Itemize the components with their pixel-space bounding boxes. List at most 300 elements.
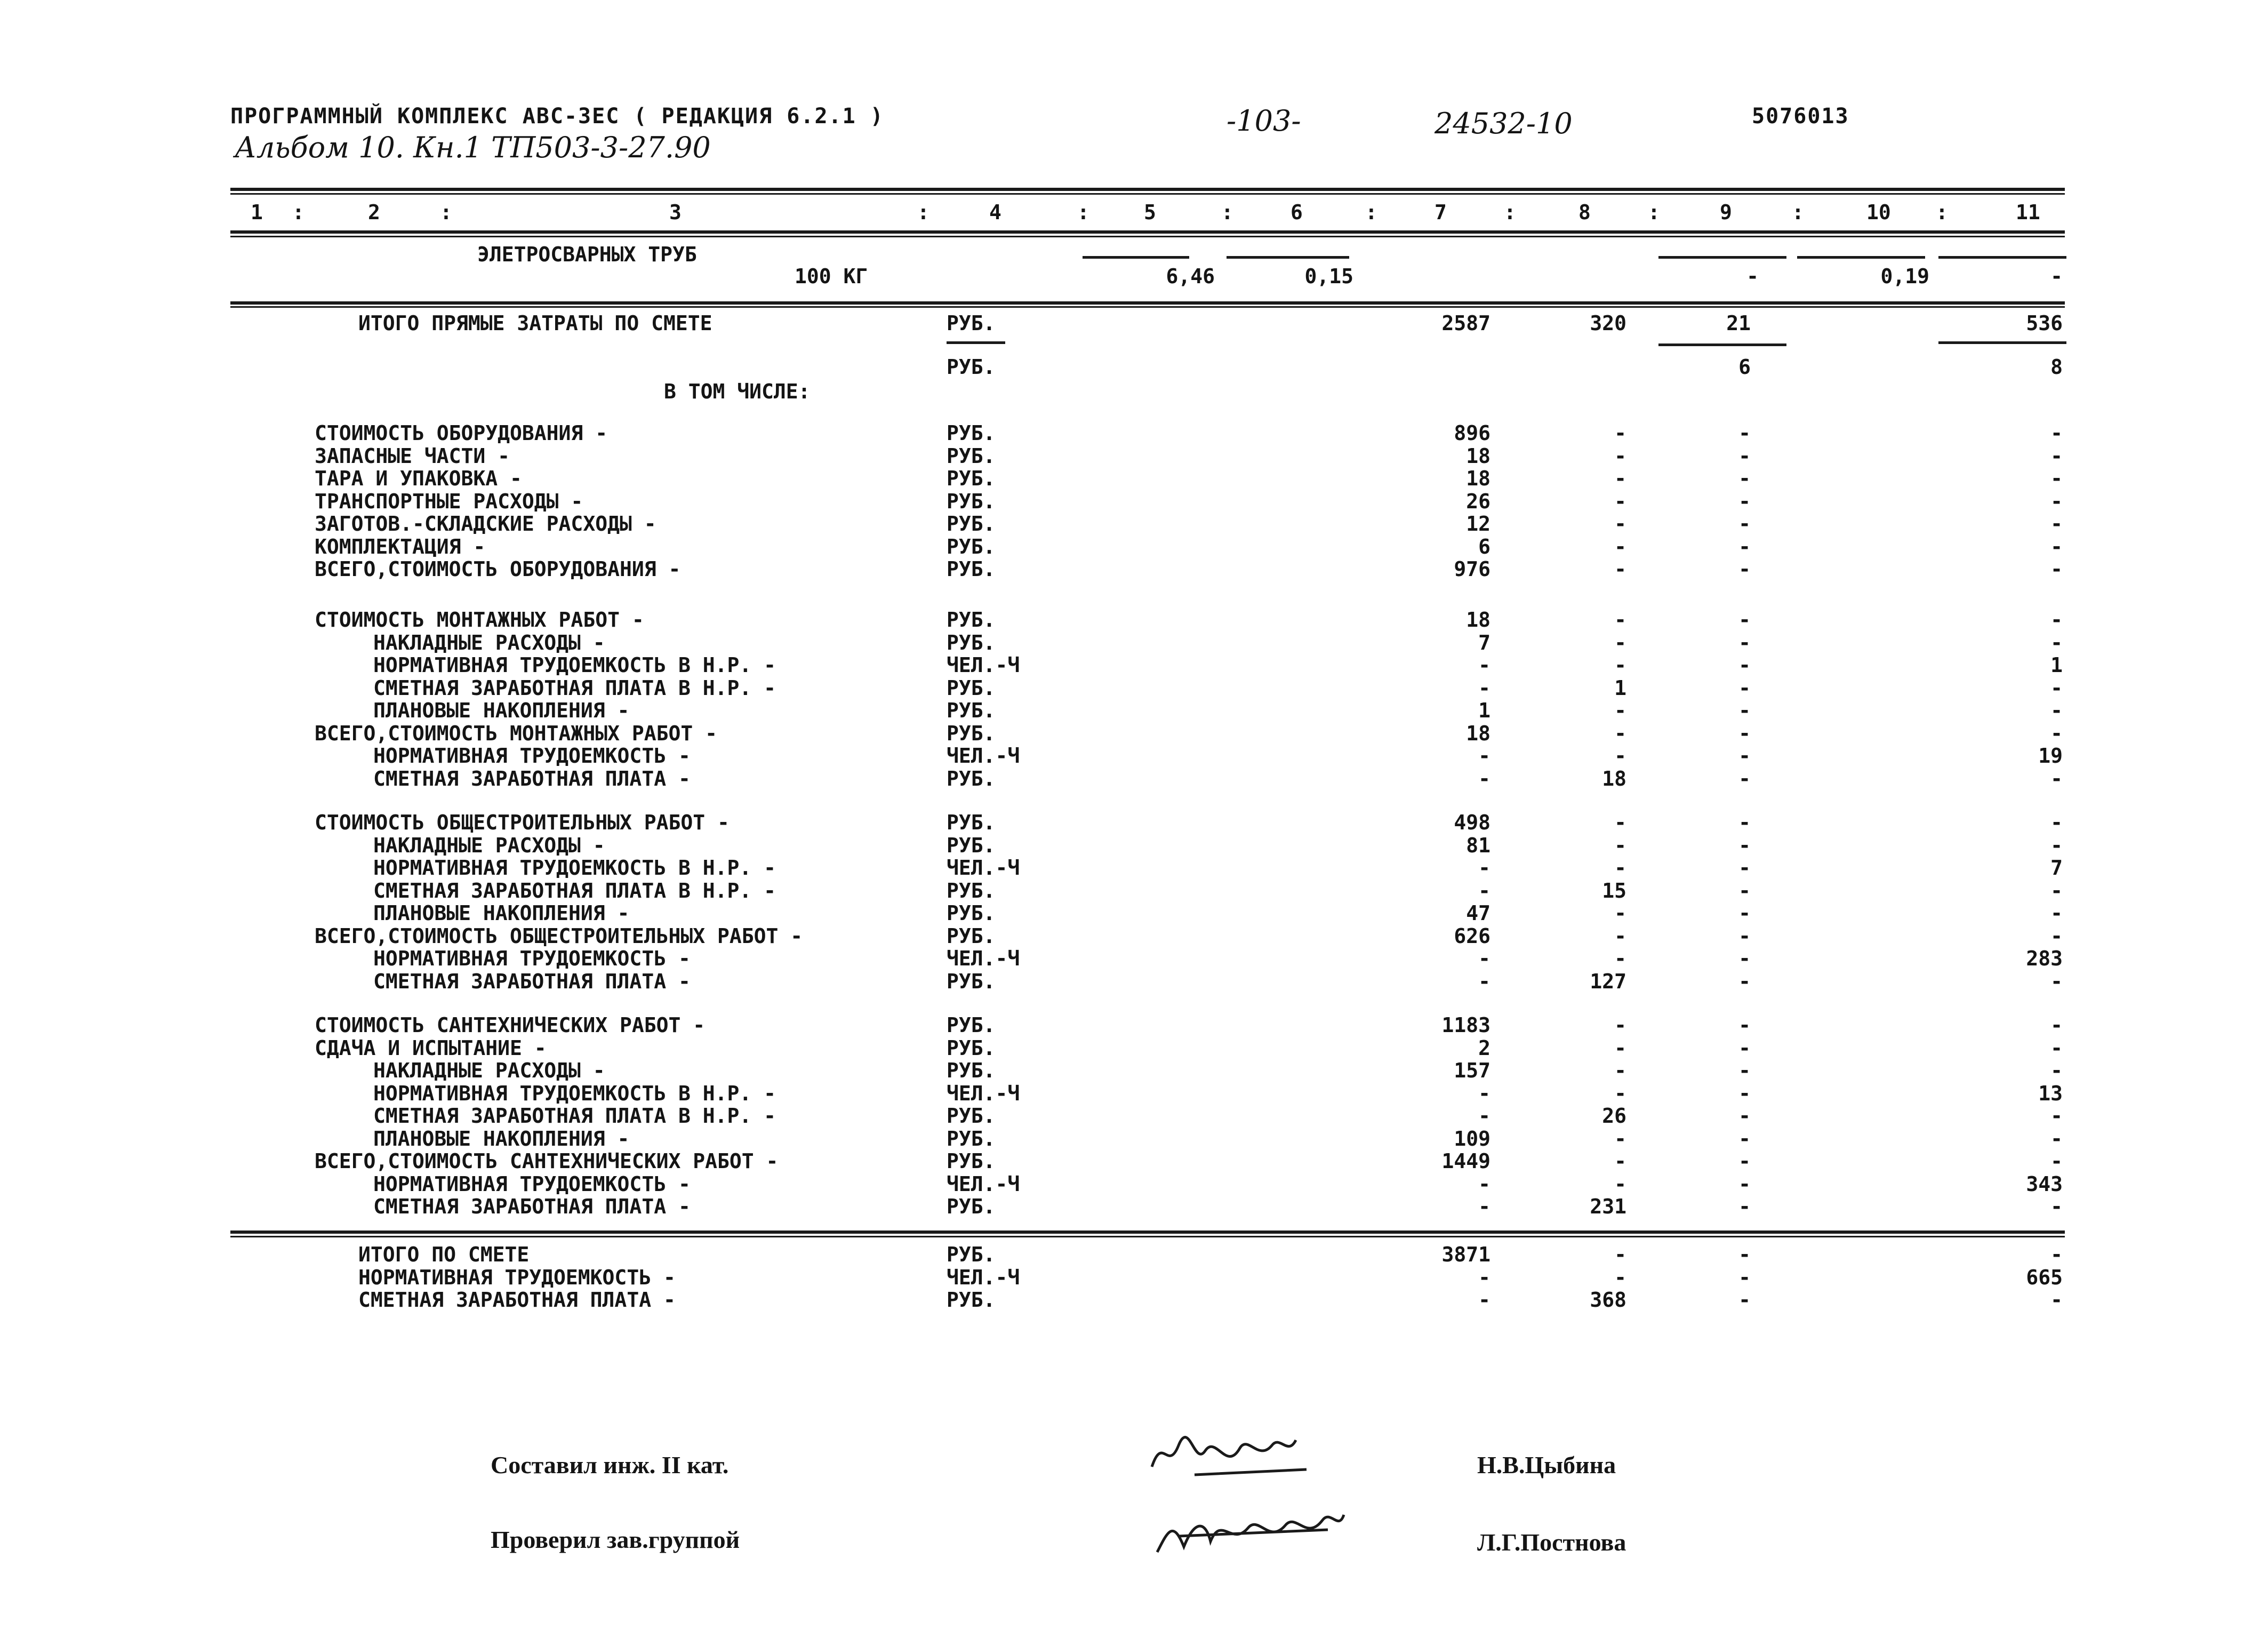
cell-unit: РУБ.: [947, 1126, 996, 1150]
cell-label: СТОИМОСТЬ МОНТАЖНЫХ РАБОТ -: [315, 608, 644, 632]
cell-c11: -: [2050, 489, 2063, 513]
cell-label: НОРМАТИВНАЯ ТРУДОЕМКОСТЬ -: [373, 1172, 691, 1196]
cell-c9: -: [1738, 653, 1751, 677]
cell-c7: -: [1478, 1195, 1490, 1218]
seg-c5: [1083, 256, 1189, 259]
table-row: [0, 676, 2268, 700]
totals-row: [0, 1266, 2268, 1289]
totals-rule: [230, 1231, 2065, 1234]
cell-c9: -: [1738, 512, 1751, 536]
signature-compiled: [1147, 1424, 1317, 1483]
cell-c9: -: [1738, 630, 1751, 654]
cell-label: НАКЛАДНЫЕ РАСХОДЫ -: [373, 630, 605, 654]
cell-c9: -: [1738, 676, 1751, 700]
total-direct-c9b: 6: [1738, 355, 1751, 379]
table-row: [0, 722, 2268, 745]
cell-c8: -: [1614, 1013, 1626, 1037]
total-direct-unit-2: РУБ.: [947, 355, 996, 379]
cell-c7: -: [1478, 1172, 1490, 1196]
table-row: [0, 811, 2268, 834]
program-header: ПРОГРАММНЫЙ КОМПЛЕКС АВС-3ЕС ( РЕДАКЦИЯ 6.2.1 ): [230, 104, 884, 129]
page-number: -103-: [1227, 104, 1301, 138]
cell-c7: -: [1478, 947, 1490, 970]
cell-c8: -: [1614, 1036, 1626, 1060]
cell-c8: -: [1614, 1149, 1626, 1173]
total-direct-unit: РУБ.: [947, 311, 996, 335]
cell-unit: РУБ.: [947, 676, 996, 700]
table-row: [0, 1195, 2268, 1218]
cell-c7: 2: [1478, 1036, 1490, 1060]
table-row: [0, 970, 2268, 993]
cell-c11: -: [2050, 467, 2063, 490]
cell-c7: 157: [1454, 1059, 1490, 1082]
cell-c9: -: [1738, 969, 1751, 993]
cell-unit: РУБ.: [947, 766, 996, 790]
cell-c8: -: [1614, 608, 1626, 632]
cell-c7: 109: [1454, 1126, 1490, 1150]
column-separator: :: [1365, 201, 1377, 224]
pipe-row-2: [0, 265, 2268, 288]
column-separator: :: [292, 201, 304, 224]
document-number: 5076013: [1752, 104, 1849, 129]
totals-rule-2: [230, 1236, 2065, 1237]
table-row: [0, 1172, 2268, 1196]
cell-unit: ЧЕЛ.-Ч: [947, 744, 1020, 768]
cell-c7: 81: [1466, 833, 1490, 857]
table-row: [0, 1059, 2268, 1082]
seg-c10: [1797, 256, 1925, 259]
cell-c7: 18: [1466, 721, 1490, 745]
cell-unit: ЧЕЛ.-Ч: [947, 856, 1020, 880]
column-number: 10: [1866, 201, 1891, 224]
column-number: 5: [1144, 201, 1156, 224]
cell-c8: -: [1614, 489, 1626, 513]
cell-unit: РУБ.: [947, 608, 996, 632]
cell-c11: -: [2050, 699, 2063, 722]
column-separator: :: [1221, 201, 1233, 224]
total-direct-row-2: [0, 355, 2268, 379]
seg-c11: [1938, 256, 2066, 259]
cell-c8: -: [1614, 744, 1626, 768]
cell-c8: -: [1614, 444, 1626, 468]
table-row: [0, 744, 2268, 768]
cell-c7: 6: [1478, 534, 1490, 558]
cell-c8: -: [1614, 467, 1626, 490]
cell-c9: -: [1738, 444, 1751, 468]
cell-unit: РУБ.: [947, 901, 996, 925]
cell-c7: 1183: [1441, 1013, 1490, 1037]
cell-c9: -: [1738, 924, 1751, 948]
cell-c9: -: [1738, 608, 1751, 632]
column-number: 11: [2016, 201, 2040, 224]
table-row: [0, 834, 2268, 857]
cell-label: НАКЛАДНЫЕ РАСХОДЫ -: [373, 1059, 605, 1082]
document-code: 24532-10: [1434, 107, 1573, 140]
cell-c9: -: [1738, 1172, 1751, 1196]
table-row: [0, 924, 2268, 948]
cell-unit: РУБ.: [947, 1104, 996, 1128]
cell-c11: 665: [2026, 1265, 2063, 1289]
cell-c11: -: [2050, 1195, 2063, 1218]
cell-label: НОРМАТИВНАЯ ТРУДОЕМКОСТЬ -: [358, 1265, 676, 1289]
table-row: [0, 1127, 2268, 1150]
cell-c8: 15: [1602, 878, 1626, 902]
cell-c11: 1: [2050, 653, 2063, 677]
cell-c11: -: [2050, 811, 2063, 834]
cell-c7: -: [1478, 856, 1490, 880]
cell-c8: -: [1614, 721, 1626, 745]
signature-checked: [1147, 1499, 1349, 1563]
cell-c8: -: [1614, 653, 1626, 677]
table-row: [0, 1013, 2268, 1037]
cell-unit: ЧЕЛ.-Ч: [947, 1265, 1020, 1289]
cell-c9: -: [1738, 557, 1751, 581]
cell-c9: -: [1738, 721, 1751, 745]
header-rule-top: [230, 188, 2065, 191]
cell-c9: -: [1738, 1036, 1751, 1060]
cell-c7: 26: [1466, 489, 1490, 513]
column-number: 7: [1434, 201, 1447, 224]
cell-c7: -: [1478, 969, 1490, 993]
cell-c9: -: [1738, 856, 1751, 880]
column-number: 9: [1720, 201, 1732, 224]
seg-c6: [1227, 256, 1349, 259]
cell-unit: РУБ.: [947, 924, 996, 948]
table-row: [0, 947, 2268, 970]
cell-unit: ЧЕЛ.-Ч: [947, 947, 1020, 970]
cell-c7: -: [1478, 1104, 1490, 1128]
total-direct-c11: 536: [2026, 311, 2063, 335]
cell-c7: -: [1478, 878, 1490, 902]
cell-label: СМЕТНАЯ ЗАРАБОТНАЯ ПЛАТА В Н.Р. -: [373, 878, 776, 902]
column-number: 4: [989, 201, 1001, 224]
checked-by-label: Проверил зав.группой: [491, 1526, 740, 1553]
cell-c8: 127: [1590, 969, 1626, 993]
cell-unit: РУБ.: [947, 833, 996, 857]
column-separator: :: [1077, 201, 1089, 224]
cell-unit: РУБ.: [947, 811, 996, 834]
cell-c9: -: [1738, 1059, 1751, 1082]
cell-c11: -: [2050, 721, 2063, 745]
cell-c7: -: [1478, 766, 1490, 790]
cell-label: НОРМАТИВНАЯ ТРУДОЕМКОСТЬ В Н.Р. -: [373, 856, 776, 880]
pipe-c11: -: [2050, 265, 2063, 288]
column-separator: :: [440, 201, 452, 224]
total-direct-c8: 320: [1590, 311, 1626, 335]
cell-unit: ЧЕЛ.-Ч: [947, 653, 1020, 677]
cell-c8: 231: [1590, 1195, 1626, 1218]
cell-unit: РУБ.: [947, 534, 996, 558]
cell-c8: -: [1614, 1126, 1626, 1150]
table-row: [0, 699, 2268, 722]
cell-c7: 12: [1466, 512, 1490, 536]
cell-c11: 283: [2026, 947, 2063, 970]
cell-c8: -: [1614, 811, 1626, 834]
cell-unit: РУБ.: [947, 557, 996, 581]
header-rule-top-2: [230, 193, 2065, 195]
cell-label: НОРМАТИВНАЯ ТРУДОЕМКОСТЬ В Н.Р. -: [373, 653, 776, 677]
cell-c7: 7: [1478, 630, 1490, 654]
cell-label: СТОИМОСТЬ САНТЕХНИЧЕСКИХ РАБОТ -: [315, 1013, 706, 1037]
cell-unit: РУБ.: [947, 1243, 996, 1266]
header-rule-bottom: [230, 230, 2065, 234]
table-row: [0, 856, 2268, 880]
column-number: 2: [368, 201, 380, 224]
cell-c8: -: [1614, 699, 1626, 722]
cell-c9: -: [1738, 1081, 1751, 1105]
cell-c7: 18: [1466, 608, 1490, 632]
pipe-c10: 0,19: [1880, 265, 1929, 288]
cell-c11: -: [2050, 924, 2063, 948]
cell-c8: 368: [1590, 1288, 1626, 1312]
cell-c9: -: [1738, 1265, 1751, 1289]
table-row: [0, 653, 2268, 677]
table-row: [0, 767, 2268, 790]
cell-c7: 1449: [1441, 1149, 1490, 1173]
cell-c9: -: [1738, 699, 1751, 722]
cell-unit: РУБ.: [947, 467, 996, 490]
cell-label: ВСЕГО,СТОИМОСТЬ МОНТАЖНЫХ РАБОТ -: [315, 721, 717, 745]
table-row: [0, 1036, 2268, 1060]
cell-c9: -: [1738, 878, 1751, 902]
column-number: 1: [251, 201, 263, 224]
cell-c8: 18: [1602, 766, 1626, 790]
table-row: [0, 467, 2268, 490]
cell-c11: -: [2050, 1149, 2063, 1173]
cell-unit: РУБ.: [947, 1288, 996, 1312]
including-row: [0, 380, 2268, 403]
cell-c7: 18: [1466, 467, 1490, 490]
table-row: [0, 1104, 2268, 1128]
cell-label: НОРМАТИВНАЯ ТРУДОЕМКОСТЬ В Н.Р. -: [373, 1081, 776, 1105]
cell-unit: РУБ.: [947, 878, 996, 902]
cell-c11: -: [2050, 901, 2063, 925]
cell-unit: ЧЕЛ.-Ч: [947, 1081, 1020, 1105]
cell-c9: -: [1738, 901, 1751, 925]
column-separator: :: [1792, 201, 1804, 224]
cell-c11: -: [2050, 969, 2063, 993]
cell-c7: -: [1478, 1081, 1490, 1105]
cell-c11: -: [2050, 878, 2063, 902]
cell-c7: 976: [1454, 557, 1490, 581]
cell-c11: 7: [2050, 856, 2063, 880]
cell-c8: -: [1614, 534, 1626, 558]
pipe-c6: 0,15: [1304, 265, 1353, 288]
album-reference: Альбом 10. Кн.1 ТП503-3-27.90: [235, 131, 711, 164]
column-number: 6: [1291, 201, 1303, 224]
column-number: 3: [669, 201, 682, 224]
cell-label: ВСЕГО,СТОИМОСТЬ САНТЕХНИЧЕСКИХ РАБОТ -: [315, 1149, 779, 1173]
cell-c7: 896: [1454, 421, 1490, 445]
cell-c8: -: [1614, 1081, 1626, 1105]
cell-unit: РУБ.: [947, 1013, 996, 1037]
seg-c11b: [1938, 341, 2066, 344]
cell-c11: -: [2050, 608, 2063, 632]
cell-c7: 626: [1454, 924, 1490, 948]
cell-c9: -: [1738, 421, 1751, 445]
cell-c8: -: [1614, 1172, 1626, 1196]
cell-label: СМЕТНАЯ ЗАРАБОТНАЯ ПЛАТА -: [373, 969, 691, 993]
table-row: [0, 879, 2268, 902]
total-direct-label: ИТОГО ПРЯМЫЕ ЗАТРАТЫ ПО СМЕТЕ: [358, 311, 712, 335]
table-row: [0, 490, 2268, 513]
cell-c9: -: [1738, 1149, 1751, 1173]
cell-c9: -: [1738, 467, 1751, 490]
total-direct-c7: 2587: [1441, 311, 1490, 335]
cell-c11: -: [2050, 1059, 2063, 1082]
cell-label: НОРМАТИВНАЯ ТРУДОЕМКОСТЬ -: [373, 744, 691, 768]
cell-label: ТАРА И УПАКОВКА -: [315, 467, 522, 490]
cell-label: КОМПЛЕКТАЦИЯ -: [315, 534, 486, 558]
table-row: [0, 444, 2268, 468]
compiled-by-name: Н.В.Цыбина: [1477, 1451, 1616, 1479]
cell-c11: 343: [2026, 1172, 2063, 1196]
cell-label: ЗАПАСНЫЕ ЧАСТИ -: [315, 444, 510, 468]
cell-unit: РУБ.: [947, 699, 996, 722]
cell-unit: РУБ.: [947, 421, 996, 445]
cell-c9: -: [1738, 947, 1751, 970]
cell-c9: -: [1738, 1243, 1751, 1266]
cell-c8: -: [1614, 1059, 1626, 1082]
top-block-rule-2: [230, 306, 2065, 308]
cell-c7: -: [1478, 676, 1490, 700]
cell-c9: -: [1738, 1104, 1751, 1128]
cell-c9: -: [1738, 1013, 1751, 1037]
cell-c11: -: [2050, 676, 2063, 700]
cell-c8: -: [1614, 512, 1626, 536]
cell-c8: -: [1614, 1243, 1626, 1266]
table-row: [0, 557, 2268, 581]
cell-c9: -: [1738, 1195, 1751, 1218]
cell-c7: -: [1478, 1265, 1490, 1289]
total-direct-c11b: 8: [2050, 355, 2063, 379]
cell-c9: -: [1738, 1288, 1751, 1312]
cell-c8: -: [1614, 901, 1626, 925]
cell-label: ПЛАНОВЫЕ НАКОПЛЕНИЯ -: [373, 901, 630, 925]
cell-c7: 3871: [1441, 1243, 1490, 1266]
cell-c8: -: [1614, 856, 1626, 880]
cell-label: СТОИМОСТЬ ОБОРУДОВАНИЯ -: [315, 421, 608, 445]
header-rule-bottom-2: [230, 236, 2065, 237]
cell-label: НАКЛАДНЫЕ РАСХОДЫ -: [373, 833, 605, 857]
cell-unit: РУБ.: [947, 1149, 996, 1173]
cell-c11: -: [2050, 833, 2063, 857]
cell-label: ТРАНСПОРТНЫЕ РАСХОДЫ -: [315, 489, 583, 513]
table-row: [0, 1149, 2268, 1173]
pipe-label: ЭЛЕТРОСВАРНЫХ ТРУБ: [477, 243, 697, 266]
cell-unit: РУБ.: [947, 444, 996, 468]
cell-c7: 47: [1466, 901, 1490, 925]
table-row: [0, 901, 2268, 925]
totals-row: [0, 1243, 2268, 1266]
table-row: [0, 1082, 2268, 1105]
column-separator: :: [1504, 201, 1516, 224]
table-row: [0, 608, 2268, 632]
cell-label: СМЕТНАЯ ЗАРАБОТНАЯ ПЛАТА -: [373, 1195, 691, 1218]
cell-label: ВСЕГО,СТОИМОСТЬ ОБОРУДОВАНИЯ -: [315, 557, 681, 581]
compiled-by-label: Составил инж. II кат.: [491, 1451, 729, 1479]
cell-c11: -: [2050, 1036, 2063, 1060]
cell-unit: РУБ.: [947, 1036, 996, 1060]
cell-c11: -: [2050, 1126, 2063, 1150]
cell-c8: -: [1614, 924, 1626, 948]
column-separator: :: [1648, 201, 1660, 224]
cell-c9: -: [1738, 489, 1751, 513]
cell-c11: -: [2050, 444, 2063, 468]
cell-c11: -: [2050, 1104, 2063, 1128]
cell-c9: -: [1738, 833, 1751, 857]
cell-label: СТОИМОСТЬ ОБЩЕСТРОИТЕЛЬНЫХ РАБОТ -: [315, 811, 730, 834]
column-separator: :: [917, 201, 929, 224]
cell-c7: -: [1478, 1288, 1490, 1312]
total-direct-c9: 21: [1726, 311, 1751, 335]
cell-c8: -: [1614, 947, 1626, 970]
cell-c7: 1: [1478, 699, 1490, 722]
cell-c11: -: [2050, 766, 2063, 790]
cell-c9: -: [1738, 766, 1751, 790]
table-row: [0, 631, 2268, 654]
total-direct-row: [0, 311, 2268, 335]
cell-c8: 1: [1614, 676, 1626, 700]
pipe-unit: 100 КГ: [795, 265, 868, 288]
column-number: 8: [1578, 201, 1591, 224]
pipe-c5: 6,46: [1166, 265, 1215, 288]
cell-c7: 498: [1454, 811, 1490, 834]
cell-label: ПЛАНОВЫЕ НАКОПЛЕНИЯ -: [373, 1126, 630, 1150]
checked-by-name: Л.Г.Постнова: [1477, 1529, 1626, 1556]
cell-c8: -: [1614, 833, 1626, 857]
cell-label: СМЕТНАЯ ЗАРАБОТНАЯ ПЛАТА -: [373, 766, 691, 790]
column-separator: :: [1936, 201, 1948, 224]
cell-c9: -: [1738, 534, 1751, 558]
cell-c7: 18: [1466, 444, 1490, 468]
cell-label: ПЛАНОВЫЕ НАКОПЛЕНИЯ -: [373, 699, 630, 722]
cell-label: СМЕТНАЯ ЗАРАБОТНАЯ ПЛАТА -: [358, 1288, 676, 1312]
table-row: [0, 512, 2268, 536]
seg-c9b: [1658, 343, 1786, 346]
table-row: [0, 535, 2268, 558]
cell-unit: РУБ.: [947, 512, 996, 536]
cell-unit: ЧЕЛ.-Ч: [947, 1172, 1020, 1196]
including-label: В ТОМ ЧИСЛЕ:: [664, 380, 811, 403]
cell-unit: РУБ.: [947, 630, 996, 654]
cell-unit: РУБ.: [947, 721, 996, 745]
cell-c11: -: [2050, 421, 2063, 445]
cell-c11: -: [2050, 1243, 2063, 1266]
cell-label: СДАЧА И ИСПЫТАНИЕ -: [315, 1036, 547, 1060]
cell-c9: -: [1738, 1126, 1751, 1150]
cell-unit: РУБ.: [947, 1059, 996, 1082]
cell-c9: -: [1738, 744, 1751, 768]
cell-c11: 19: [2038, 744, 2063, 768]
cell-c11: 13: [2038, 1081, 2063, 1105]
cell-label: ЗАГОТОВ.-СКЛАДСКИЕ РАСХОДЫ -: [315, 512, 656, 536]
cell-label: СМЕТНАЯ ЗАРАБОТНАЯ ПЛАТА В Н.Р. -: [373, 1104, 776, 1128]
pipe-c9: -: [1746, 265, 1759, 288]
cell-label: НОРМАТИВНАЯ ТРУДОЕМКОСТЬ -: [373, 947, 691, 970]
seg-unit: [947, 341, 1005, 344]
cell-c8: -: [1614, 1265, 1626, 1289]
cell-label: ИТОГО ПО СМЕТЕ: [358, 1243, 530, 1266]
table-row: [0, 421, 2268, 445]
cell-label: СМЕТНАЯ ЗАРАБОТНАЯ ПЛАТА В Н.Р. -: [373, 676, 776, 700]
seg-c9: [1658, 256, 1786, 259]
cell-c11: -: [2050, 1288, 2063, 1312]
cell-c8: -: [1614, 557, 1626, 581]
cell-c9: -: [1738, 811, 1751, 834]
cell-c8: 26: [1602, 1104, 1626, 1128]
top-block-rule: [230, 301, 2065, 305]
